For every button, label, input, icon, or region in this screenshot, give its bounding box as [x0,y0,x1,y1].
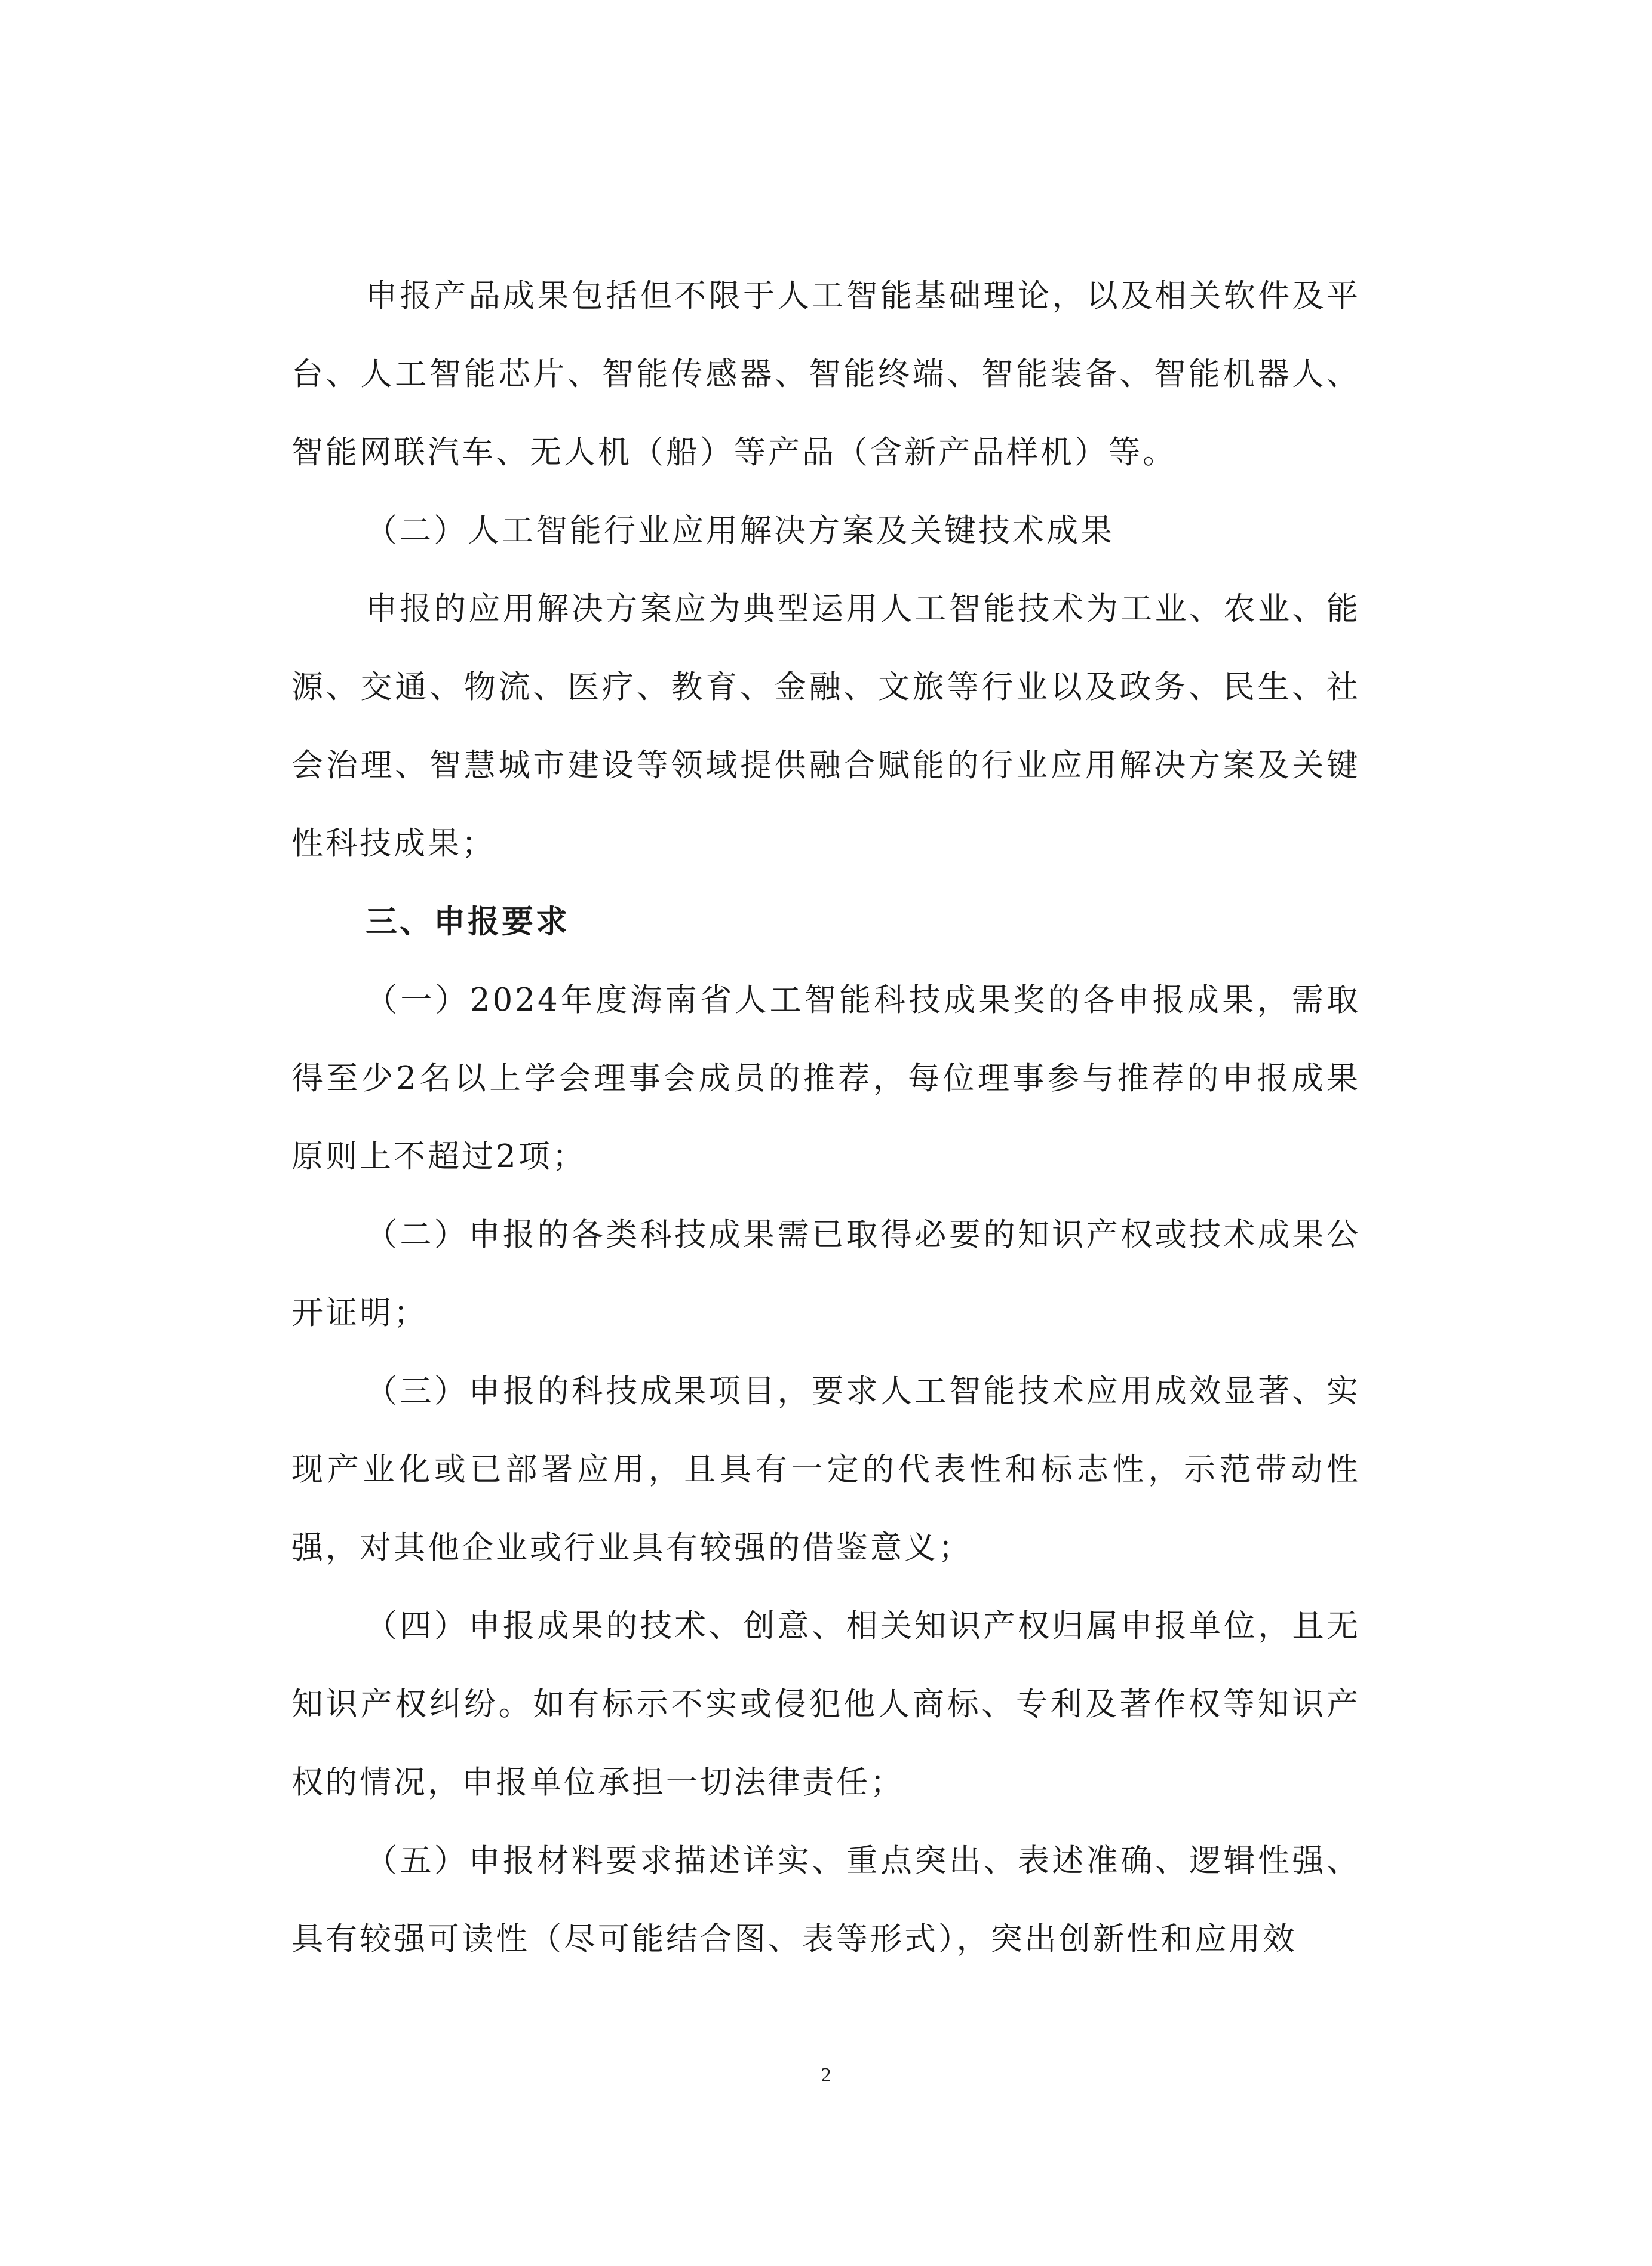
document-body [291,257,1361,1978]
paragraph-requirement-1: （一）2024年度海南省人工智能科技成果奖的各申报成果，需取得至少2名以上学会理事会成员的推荐，每位理事参与推荐的申报成果原则上不超过2项； [291,982,1361,1175]
paragraph-solution-scope: 申报的应用解决方案应为典型运用人工智能技术为工业、农业、能源、交通、物流、医疗、教育、金融、文旅等行业以及政务、民生、社会治理、智慧城市建设等领域提供融合赋能的行业应用解决方案及关键性科技成果； [291,591,1361,862]
paragraph-requirement-3: （三）申报的科技成果项目，要求人工智能技术应用成效显著、实现产业化或已部署应用，且具有一定的代表性和标志性，示范带动性强，对其他企业或行业具有较强的借鉴意义； [291,1373,1361,1566]
section-heading-requirements: 三、申报要求 [366,903,570,940]
paragraph-product-scope: 申报产品成果包括但不限于人工智能基础理论，以及相关软件及平台、人工智能芯片、智能传感器、智能终端、智能装备、智能机器人、智能网联汽车、无人机（船）等产品（含新产品样机）等。 [291,278,1361,471]
paragraph-section-2-title: （二）人工智能行业应用解决方案及关键技术成果 [366,512,1114,549]
page-number: 2 [821,2064,831,2086]
paragraph-requirement-4: （四）申报成果的技术、创意、相关知识产权归属申报单位，且无知识产权纠纷。如有标示不实或侵犯他人商标、专利及著作权等知识产权的情况，申报单位承担一切法律责任； [291,1608,1361,1801]
paragraph-requirement-5: （五）申报材料要求描述详实、重点突出、表述准确、逻辑性强、具有较强可读性（尽可能结合图、表等形式），突出创新性和应用效 [291,1843,1361,1957]
paragraph-requirement-2: （二）申报的各类科技成果需已取得必要的知识产权或技术成果公开证明； [291,1217,1361,1331]
